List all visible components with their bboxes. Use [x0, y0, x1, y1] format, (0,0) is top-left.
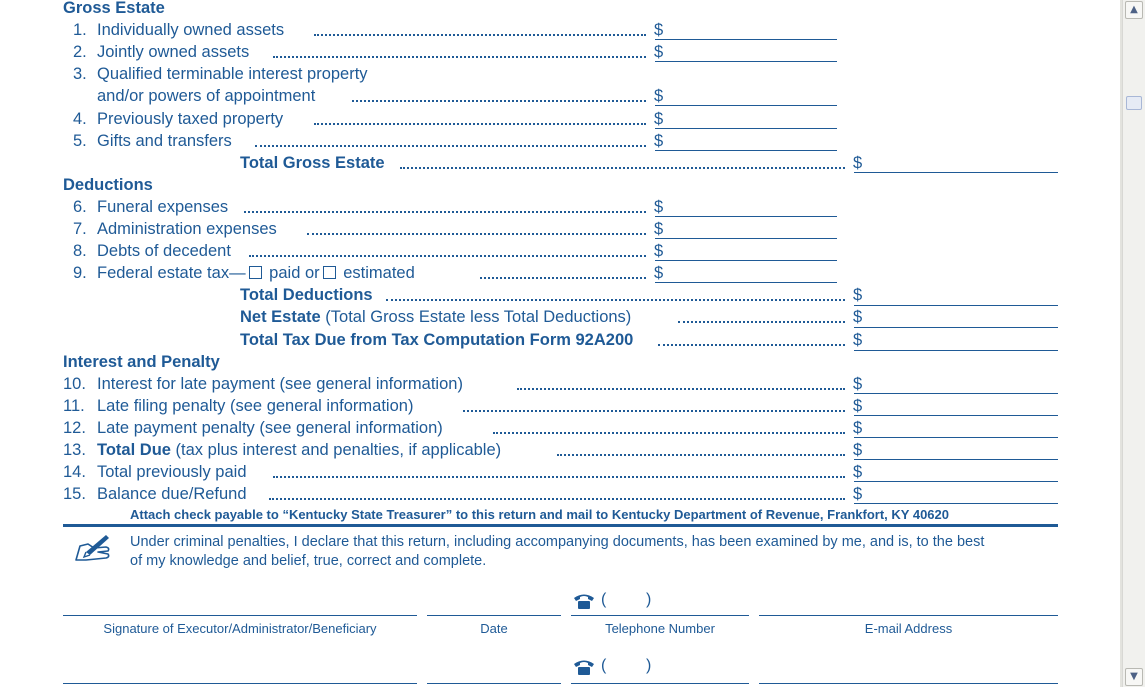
signature-line[interactable]	[63, 615, 417, 616]
line-11-currency: $	[853, 397, 863, 415]
line-13-num: 13.	[63, 441, 86, 459]
leader-dots	[517, 388, 845, 390]
signing-hand-icon	[72, 532, 116, 566]
line-10-label: Interest for late payment (see general information)	[97, 375, 463, 393]
line-11-label: Late filing penalty (see general information)	[97, 397, 414, 415]
line-10-num: 10.	[63, 375, 86, 393]
line-8-label: Debts of decedent	[97, 242, 231, 260]
phone-paren-close: )	[646, 591, 652, 608]
line-1-num: 1.	[73, 21, 87, 39]
leader-dots	[386, 299, 845, 301]
line-15-amount-field[interactable]	[854, 503, 1058, 504]
leader-dots	[480, 277, 646, 279]
line-12-num: 12.	[63, 419, 86, 437]
line-3-num: 3.	[73, 65, 87, 83]
line-12-amount-field[interactable]	[854, 437, 1058, 438]
line-3-amount-field[interactable]	[655, 105, 837, 106]
line-5-currency: $	[654, 132, 664, 150]
declaration-line-1: Under criminal penalties, I declare that this return, including accompanying documents, has been examined by me, and is, to the best	[130, 534, 985, 550]
total-due-note: (tax plus interest and penalties, if applicable)	[175, 441, 502, 459]
line-7-num: 7.	[73, 220, 87, 238]
attach-check-note: Attach check payable to “Kentucky State Treasurer” to this return and mail to Kentucky Department of Revenue, Frankfort, KY 40620	[130, 507, 949, 522]
paid-checkbox[interactable]	[249, 266, 262, 279]
estimated-checkbox[interactable]	[323, 266, 336, 279]
line-14-currency: $	[853, 463, 863, 481]
line-2-amount-field[interactable]	[655, 61, 837, 62]
line-14-num: 14.	[63, 463, 86, 481]
leader-dots	[314, 34, 646, 36]
leader-dots	[273, 476, 845, 478]
line-15-label: Balance due/Refund	[97, 485, 247, 503]
paid-label: paid	[269, 264, 301, 282]
total-deductions-field[interactable]	[854, 305, 1058, 306]
estimated-label: estimated	[343, 264, 415, 282]
deductions-heading: Deductions	[63, 176, 153, 194]
line-15-currency: $	[853, 485, 863, 503]
total-gross-estate-currency: $	[853, 154, 863, 172]
leader-dots	[352, 100, 646, 102]
telephone-label: Telephone Number	[605, 621, 715, 636]
total-tax-due-field[interactable]	[854, 350, 1058, 351]
signature-label: Signature of Executor/Administrator/Beneficiary	[103, 621, 377, 636]
leader-dots	[249, 255, 646, 257]
total-gross-estate-label: Total Gross Estate	[240, 154, 385, 172]
phone-paren-open: (	[601, 657, 607, 674]
interest-penalty-heading: Interest and Penalty	[63, 353, 220, 371]
leader-dots	[307, 233, 646, 235]
telephone-icon	[573, 592, 595, 610]
leader-dots	[493, 432, 845, 434]
leader-dots	[273, 56, 646, 58]
line-11-num: 11.	[63, 397, 85, 415]
line-13-currency: $	[853, 441, 863, 459]
line-2-currency: $	[654, 43, 664, 61]
line-9-currency: $	[654, 264, 664, 282]
line-10-amount-field[interactable]	[854, 393, 1058, 394]
line-2-num: 2.	[73, 43, 87, 61]
scroll-down-arrow-icon[interactable]: ▼	[1125, 668, 1143, 686]
line-3-label: Qualified terminable interest property	[97, 65, 368, 83]
email-line[interactable]	[759, 615, 1058, 616]
line-5-label: Gifts and transfers	[97, 132, 232, 150]
line-9-num: 9.	[73, 264, 87, 282]
total-tax-due-currency: $	[853, 331, 863, 349]
line-14-label: Total previously paid	[97, 463, 247, 481]
scroll-up-arrow-icon[interactable]: ▲	[1125, 1, 1143, 19]
email-line-2[interactable]	[759, 683, 1058, 684]
net-estate-field[interactable]	[854, 327, 1058, 328]
net-estate-label: Net Estate	[240, 308, 321, 326]
line-8-num: 8.	[73, 242, 87, 260]
line-3-currency: $	[654, 87, 664, 105]
line-2-label: Jointly owned assets	[97, 43, 250, 61]
line-6-num: 6.	[73, 198, 87, 216]
signature-line-2[interactable]	[63, 683, 417, 684]
line-1-amount-field[interactable]	[655, 39, 837, 40]
phone-paren-open: (	[601, 591, 607, 608]
leader-dots	[269, 498, 845, 500]
line-10-currency: $	[853, 375, 863, 393]
vertical-scrollbar[interactable]	[1122, 0, 1145, 687]
telephone-icon	[573, 658, 595, 676]
line-11-amount-field[interactable]	[854, 415, 1058, 416]
line-7-amount-field[interactable]	[655, 238, 837, 239]
line-6-label: Funeral expenses	[97, 198, 229, 216]
line-6-currency: $	[654, 198, 664, 216]
date-line-2[interactable]	[427, 683, 561, 684]
line-5-num: 5.	[73, 132, 87, 150]
line-14-amount-field[interactable]	[854, 481, 1058, 482]
line-7-label: Administration expenses	[97, 220, 277, 238]
gross-estate-heading: Gross Estate	[63, 0, 165, 17]
scrollbar-thumb[interactable]	[1126, 96, 1142, 110]
line-8-amount-field[interactable]	[655, 260, 837, 261]
line-4-label: Previously taxed property	[97, 110, 284, 128]
line-12-currency: $	[853, 419, 863, 437]
line-9-label: Federal estate tax—	[97, 264, 246, 282]
line-5-amount-field[interactable]	[655, 150, 837, 151]
section-divider	[63, 524, 1058, 527]
line-6-amount-field[interactable]	[655, 216, 837, 217]
telephone-line-2[interactable]	[571, 683, 749, 684]
line-12-label: Late payment penalty (see general information)	[97, 419, 443, 437]
line-8-currency: $	[654, 242, 664, 260]
total-gross-estate-field[interactable]	[854, 172, 1058, 173]
email-label: E-mail Address	[864, 621, 953, 636]
line-15-num: 15.	[63, 485, 86, 503]
leader-dots	[314, 123, 646, 125]
total-deductions-label: Total Deductions	[240, 286, 373, 304]
leader-dots	[557, 454, 845, 456]
line-1-currency: $	[654, 21, 664, 39]
line-4-amount-field[interactable]	[655, 128, 837, 129]
line-4-currency: $	[654, 110, 664, 128]
date-label: Date	[480, 621, 508, 636]
telephone-line[interactable]	[571, 615, 749, 616]
or-label: or	[304, 264, 320, 282]
declaration-line-2: of my knowledge and belief, true, correct and complete.	[130, 553, 487, 569]
net-estate-note: (Total Gross Estate less Total Deductions)	[325, 308, 632, 326]
leader-dots	[400, 167, 845, 169]
line-13-amount-field[interactable]	[854, 459, 1058, 460]
line-7-currency: $	[654, 220, 664, 238]
line-4-num: 4.	[73, 110, 87, 128]
line-9-amount-field[interactable]	[655, 282, 837, 283]
leader-dots	[658, 344, 845, 346]
leader-dots	[255, 145, 646, 147]
line-1-label: Individually owned assets	[97, 21, 285, 39]
total-due-label: Total Due	[97, 441, 171, 459]
line-13-row	[97, 440, 501, 460]
leader-dots	[463, 410, 845, 412]
net-estate-currency: $	[853, 308, 863, 326]
date-line[interactable]	[427, 615, 561, 616]
leader-dots	[244, 211, 646, 213]
total-deductions-currency: $	[853, 286, 863, 304]
leader-dots	[678, 321, 845, 323]
line-3-label-cont: and/or powers of appointment	[97, 87, 316, 105]
line-9-row	[97, 263, 415, 283]
net-estate-row	[240, 307, 631, 327]
total-tax-due-label: Total Tax Due from Tax Computation Form 92A200	[240, 331, 634, 349]
phone-paren-close: )	[646, 657, 652, 674]
